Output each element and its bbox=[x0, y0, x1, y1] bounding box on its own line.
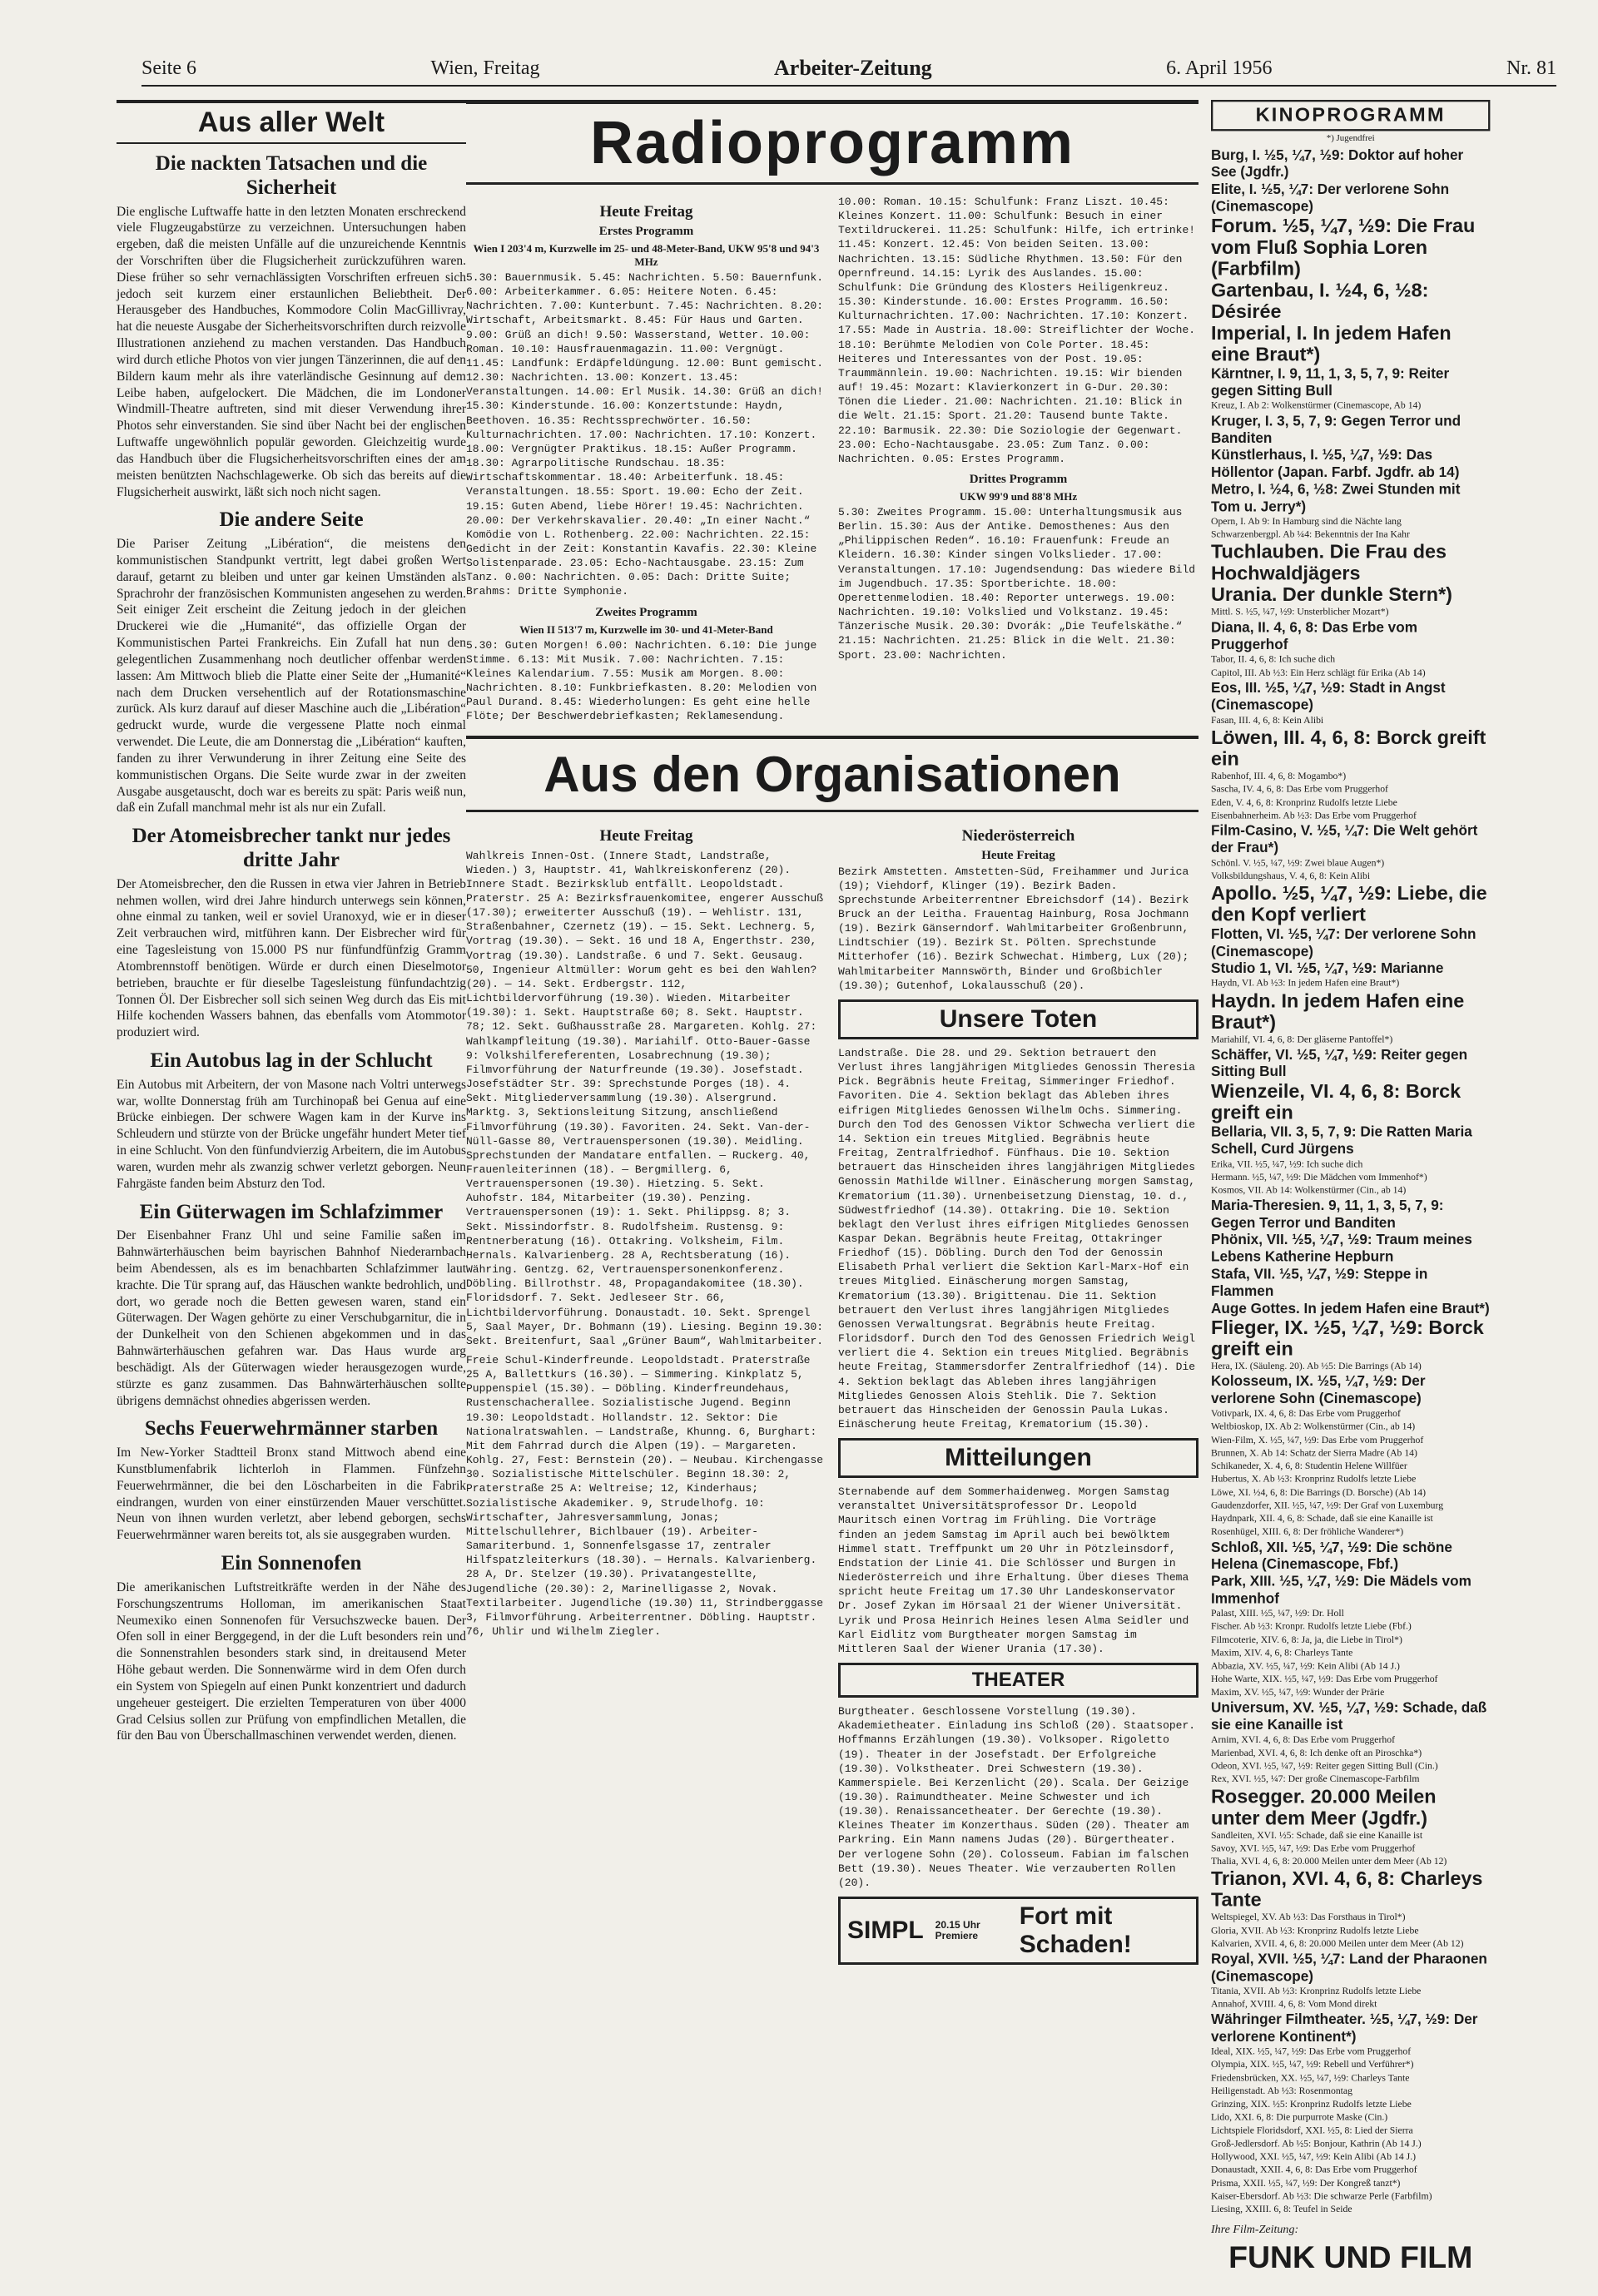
kino-entry: Olympia, XIX. ½5, ¼7, ½9: Rebell und Verführer*) bbox=[1211, 2060, 1414, 2070]
page-number: Seite 6 bbox=[141, 57, 196, 79]
kino-entry: Maxim, XV. ½5, ¼7, ½9: Wunder der Prärie bbox=[1211, 1687, 1385, 1698]
theater-list: Burgtheater. Geschlossene Vorstellung (19.30). Akademietheater. Einladung ins Schloß (20). Staatsoper. Hoffmanns Erzählungen (19.30). Volksoper. Rigoletto (19). Theater in der Josefstadt. Der Erfolgreiche (19.30). Volkstheater. Drei Schwestern (19.30). Kammerspiele. Bei Kerzenlicht (20). Scala. Der Geizige (19.30). Raimundtheater. Meine Schwester und ich (19.30). Renaissancetheater. Der Gerechte (19.30). Kleines Theater im Konzerthaus. Süden (20). Theater am Parkring. Ein Mann namens Judas (20). Bürgertheater. Der verlogene Sohn (20). Colosseum. Fabian im falschen Bett (19.30). Neues Theater. Wie verzauberten Rollen (20). bbox=[838, 1705, 1196, 1889]
kino-entry: Schäffer, VI. ½5, ¼7, ½9: Reiter gegen Sitting Bull bbox=[1211, 1046, 1468, 1080]
kino-entry: Kreuz, I. Ab 2: Wolkenstürmer (Cinemascope, Ab 14) bbox=[1211, 400, 1422, 411]
kino-entry: Kruger, I. 3, 5, 7, 9: Gegen Terror und Banditen bbox=[1211, 412, 1462, 446]
funk-und-film-logo: FUNK UND FILM bbox=[1228, 2240, 1473, 2276]
simpl-name: SIMPL bbox=[847, 1917, 924, 1945]
kino-entry: Haydnpark, XII. 4, 6, 8: Schade, daß sie eine Kanaille ist bbox=[1211, 1513, 1433, 1525]
kino-entry: Lichtspiele Floridsdorf, XXI. ½5, 8: Lied der Sierra bbox=[1211, 2125, 1413, 2136]
kino-entry: Löwen, III. 4, 6, 8: Borck greift ein bbox=[1211, 726, 1486, 770]
kino-entry: Wien-Film, X. ½5, ¼7, ½9: Das Erbe vom Pruggerhof bbox=[1211, 1435, 1424, 1446]
kino-entry: Kosmos, VII. Ab 14: Wolkenstürmer (Cin., ab 14) bbox=[1211, 1185, 1407, 1196]
org-col-2 bbox=[838, 819, 1198, 1966]
issue-number: Nr. 81 bbox=[1506, 57, 1556, 79]
kino-entry: Thalia, XVI. 4, 6, 8: 20.000 Meilen unter dem Meer (Ab 12) bbox=[1211, 1856, 1447, 1867]
kino-entry: Studio 1, VI. ½5, ¼7, ½9: Marianne bbox=[1211, 960, 1444, 977]
kino-entry: Hollywood, XXI. ½5, ¼7, ½9: Kein Alibi (Ab 14 J.) bbox=[1211, 2151, 1417, 2163]
center-column bbox=[466, 100, 1198, 1965]
article-headline: Ein Güterwagen im Schlafzimmer bbox=[139, 1200, 444, 1223]
kino-entry: Hera, IX. (Säuleng. 20). Ab ½5: Die Barrings (Ab 14) bbox=[1211, 1361, 1422, 1372]
kino-entry: Bellaria, VII. 3, 5, 7, 9: Die Ratten Maria Schell, Curd Jürgens bbox=[1211, 1123, 1472, 1157]
program1-schedule-a: 5.30: Bauernmusik. 5.45: Nachrichten. 5.50: Bauernfunk. 6.00: Arbeiterkammer. 6.05: Heitere Noten. 6.45: Nachrichten. 7.00: Kunterbunt. 7.45: Nachrichten. 8.20: Wirtschaft, Arbeitsmarkt. 8.45: Für Haus und Garten. 9.00: Grüß an dich! 9.50: Wasserstand, Wetter. 10.00: Roman. 10.10: Hausfrauenmagazin. 11.00: Vergnügt. 11.45: Landfunk: Erdäpfeldüngung. 12.00: Bunt gemischt. 12.30: Nachrichten. 13.00: Konzert. 13.45: Veranstaltungen. 14.00: Erl Musik. 14.30: Grüß an dich! 15.30: Kinderstunde. 16.00: Konzertstunde: Haydn, Beethoven. 16.35: Rechtssprechwörter. 16.50: Kulturnachrichten. 17.00: Nachrichten. 17.10: Konzert. 18.00: Vergnügter Praktikus. 18.15: Außer Programm. 18.30: Agrarpolitische Rundschau. 18.35: Wirtschaftskommentar. 18.40: Arbeiterfunk. 18.45: Veranstaltungen. 18.55: Sport. 19.00: Echo der Zeit. 19.15: Guten Abend, liebe Hörer! 19.45: Nachrichten. 20.00: Der Verkehrskavalier. 20.40: „In einer Nacht.“ Komödie von L. Rothenberg. 22.00: Nachrichten. 22.15: Gedicht in der Zeit: Konstantin Kavafis. 22.30: Kleine Solistenparade. 23.05: Echo-Nachtausgabe. 23.15: Zum Tanz. 0.00: Nachrichten. 0.05: Dach: Dritte Suite; Brahms: Dritte Symphonie. bbox=[466, 271, 824, 598]
issue-date: 6. April 1956 bbox=[1166, 57, 1273, 79]
kino-entry: Grinzing, XIX. ½5: Kronprinz Rudolfs letzte Liebe bbox=[1211, 2099, 1412, 2110]
radio-col-1 bbox=[466, 195, 826, 724]
org-vienna-youth: Freie Schul-Kinderfreunde. Leopoldstadt. Praterstraße 25 A, Ballettkurs (16.30). — Simmering. Kinkplatz 5, Puppenspiel (15.30). — Döbling. Kinderfreundehaus, Rustenschacherallee. Sozialistische Jugend. Beginn 19.30: Leopoldstadt. Hollandstr. 12. Sektor: Die Nationalratswahlen. — Landstraße, Khunng. 6, Burghart: Mit dem Fahrrad durch die Alpen (19). — Margareten. Kohlg. 27, Fest: Bernstein (20). — Neubau. Kirchengasse 30. Sozialistische Mittelschüler. Beginn 18.30: 2, Praterstraße 25 A: Weltreise; 12, Kinderhaus; Sozialistische Akademiker. 9, Strudelhofg. 10: Wirtschafter, Jahresversammlung, Jonas; Mittelschullehrer, Bichlbauer (19). Arbeiter-Samariterbund. 1, Sonnenfelsgasse 17, zentraler Hilfspatzleiterkurs (18.30). — Hernals. Kalvarienberg. 28 A, Dr. Stelzer (19.30). Privatangestellte, Jugendliche (20.30): 2, Marinelligasse 2, Novak. Textilarbeiter. Jugendliche (19.30) 11, Strindberggasse 3, Filmvorführung. Arbeiterrentner. Döbling. Hauptstr. 76, Uhlir und Wilhelm Ziegler. bbox=[466, 1354, 824, 1638]
program3-schedule: 5.30: Zweites Programm. 15.00: Unterhaltungsmusik aus Berlin. 15.30: Aus der Antike. Demosthenes: Aus den „Philippischen Reden“. 16.10: Frauenfunk: Freude an Kleidern. 16.30: Kinder singen Volkslieder. 17.00: Veranstaltungen. 17.10: Jugendsendung: Das wiedere Bild im Jugendbuch. 17.35: Sportberichte. 18.00: Operettenmelodien. 18.40: Reporter unterwegs. 19.00: Nachrichten. 19.10: Volkslied und Volkstanz. 19.45: Tänzerische Musik. 20.30: Dvorák: „Die Teufelskäthe.“ 21.15: Nachrichten. 21.25: Blick in die Welt. 21.30: Sport. 23.00: Nachrichten. bbox=[838, 505, 1196, 662]
kino-entry: Gaudenzdorfer, XII. ½5, ¼7, ½9: Der Graf von Luxemburg bbox=[1211, 1500, 1444, 1511]
kino-entry: Maxim, XIV. 4, 6, 8: Charleys Tante bbox=[1211, 1648, 1353, 1659]
filmzeitung-label: Ihre Film-Zeitung: bbox=[1211, 2222, 1299, 2236]
kino-entry: Royal, XVII. ½5, ¼7: Land der Pharaonen (Cinemascope) bbox=[1211, 1950, 1487, 1984]
kino-entry: Gartenbau, I. ½4, 6, ½8: Désirée bbox=[1211, 279, 1429, 323]
radio-col-2 bbox=[838, 195, 1198, 724]
noe-title: Niederösterreich bbox=[961, 826, 1075, 845]
kino-entry: Hubertus, X. Ab ½3: Kronprinz Rudolfs letzte Liebe bbox=[1211, 1474, 1417, 1485]
kino-entry: Schwarzenbergpl. Ab ¼4: Bekenntnis der Ina Kahr bbox=[1211, 529, 1410, 540]
kino-entry: Mittl. S. ½5, ¼7, ½9: Unsterblicher Mozart*) bbox=[1211, 607, 1389, 618]
kino-entry: Capitol, III. Ab ½3: Ein Herz schlägt für Erika (Ab 14) bbox=[1211, 667, 1426, 678]
left-column bbox=[117, 100, 466, 1744]
kino-entry: Votivpark, IX. 4, 6, 8: Das Erbe vom Pruggerhof bbox=[1211, 1408, 1401, 1419]
kino-entry: Phönix, VII. ½5, ¼7, ½9: Traum meines Lebens Katherine Hepburn bbox=[1211, 1231, 1472, 1265]
kino-entry: Apollo. ½5, ¼7, ½9: Liebe, die den Kopf verliert bbox=[1211, 882, 1487, 926]
section-aus-aller-welt: Aus aller Welt bbox=[117, 100, 466, 144]
notice-list: Sternabende auf dem Sommerhaidenweg. Morgen Samstag veranstaltet Universitätsprofessor Dr. Leopold Mauritsch einen Vortrag im Frühling. Die Vorträge finden an jedem Samstag im April auch bei bewölktem Himmel statt. Treffpunkt um 20 Uhr in Pötzleinsdorf, Endstation der Linie 41. Die Schlösser und Burgen in Niederösterreich und ihre Erhaltung. Über dieses Thema spricht heute Freitag um 17.30 Uhr Landeskonservator Dr. Josef Zykan im Hörsaal 21 der Wiener Universität. Lyrik und Prosa Heinrich Heines lesen Alma Seidler und Karl Eidlitz vom Burgtheater morgen Samstag im Mittleren Saal der Wiener Urania (17.30). bbox=[838, 1485, 1189, 1655]
city-day: Wien, Freitag bbox=[430, 57, 540, 79]
kino-entry: Urania. Der dunkle Stern*) bbox=[1211, 584, 1452, 606]
kino-entry: Tabor, II. 4, 6, 8: Ich suche dich bbox=[1211, 654, 1336, 665]
kino-entry: Stafa, VII. ½5, ¼7, ½9: Steppe in Flammen bbox=[1211, 1265, 1428, 1299]
org-today: Heute Freitag bbox=[599, 826, 693, 845]
kino-entry: Groß-Jedlersdorf. Ab ½5: Bonjour, Kathrin (Ab 14 J.) bbox=[1211, 2138, 1422, 2150]
kino-entry: Rosenhügel, XIII. 6, 8: Der fröhliche Wanderer*) bbox=[1211, 1526, 1404, 1538]
simpl-ad bbox=[838, 1897, 1198, 1965]
noe-today: Heute Freitag bbox=[981, 848, 1055, 862]
kino-entry: Haydn, VI. Ab ½3: In jedem Hafen eine Braut*) bbox=[1211, 978, 1400, 989]
kino-entry: Burg, I. ½5, ¼7, ½9: Doktor auf hoher See (Jgdfr.) bbox=[1211, 146, 1464, 181]
kino-entry: Diana, II. 4, 6, 8: Das Erbe vom Pruggerhof bbox=[1211, 618, 1417, 652]
dead-title: Unsere Toten bbox=[838, 999, 1198, 1039]
kino-entry: Kalvarien, XVII. 4, 6, 8: 20.000 Meilen unter dem Meer (Ab 12) bbox=[1211, 1938, 1464, 1950]
kino-entry: Eos, III. ½5, ¼7, ½9: Stadt in Angst (Cinemascope) bbox=[1211, 679, 1446, 713]
program3-freq: UKW 99'9 und 88'8 MHz bbox=[959, 489, 1078, 503]
org-col-1 bbox=[466, 819, 826, 1966]
kino-entry: Annahof, XVIII. 4, 6, 8: Vom Mond direkt bbox=[1211, 1999, 1377, 2010]
notice-title: Mitteilungen bbox=[838, 1438, 1198, 1478]
simpl-time: 20.15 Uhr Premiere bbox=[935, 1918, 980, 1942]
kino-entry: Liesing, XXIII. 6, 8: Teufel in Seide bbox=[1211, 2204, 1352, 2215]
kino-entry: Marienbad, XVI. 4, 6, 8: Ich denke oft an Piroschka*) bbox=[1211, 1748, 1422, 1758]
kino-entry: Abbazia, XV. ½5, ¼7, ½9: Kein Alibi (Ab 14 J.) bbox=[1211, 1660, 1400, 1672]
article-list bbox=[117, 152, 466, 1744]
kino-entry: Sascha, IV. 4, 6, 8: Das Erbe vom Pruggerhof bbox=[1211, 784, 1388, 795]
page-header bbox=[141, 52, 1556, 87]
kino-entry: Haydn. In jedem Hafen eine Braut*) bbox=[1211, 989, 1465, 1034]
kino-entry: Tuchlauben. Die Frau des Hochwaldjägers bbox=[1211, 541, 1447, 585]
theater-title: THEATER bbox=[838, 1663, 1198, 1698]
kino-entry: Maria-Theresien. 9, 11, 1, 3, 5, 7, 9: Gegen Terror und Banditen bbox=[1211, 1197, 1444, 1231]
kino-entry: Brunnen, X. Ab 14: Schatz der Sierra Madre (Ab 14) bbox=[1211, 1447, 1417, 1459]
kino-entry: Flotten, VI. ½5, ¼7: Der verlorene Sohn (Cinemascope) bbox=[1211, 925, 1476, 960]
kino-entry: Filmcoterie, XIV. 6, 8: Ja, ja, die Liebe in Tirol*) bbox=[1211, 1634, 1402, 1645]
kino-entry: Kärntner, I. 9, 11, 1, 3, 5, 7, 9: Reiter gegen Sitting Bull bbox=[1211, 364, 1450, 399]
program2-schedule: 5.30: Guten Morgen! 6.00: Nachrichten. 6.10: Die junge Stimme. 6.13: Mit Musik. 7.00: Nachrichten. 7.15: Kleines Kalendarium. 7.55: Musik am Morgen. 8.00: Nachrichten. 8.10: Funkbriefkasten. 8.20: Melodien von Paul Durand. 8.45: Wiederholungen: Es geht eine helle Flöte; Der Beschwerdebriefkasten; Reklamesendung. bbox=[466, 638, 817, 723]
kino-entry: Ideal, XIX. ½5, ¼7, ½9: Das Erbe vom Pruggerhof bbox=[1211, 2046, 1412, 2057]
noe-list: Bezirk Amstetten. Amstetten-Süd, Freihammer und Jurica (19); Viehdorf, Klinger (19). Bezirk Baden. Sprechstunde Arbeiterrentner Ebreichsdorf (14). Bezirk Bruck an der Leitha. Frauentag Hainburg, Rosa Jochmann (19). Bezirk Gänserndorf. Wahlmitarbeiter Großenbrunn, Lindtschier (19). Bezirk St. Pölten. Sprechstunde Mitterhofer (16). Bezirk Schwechat. Himberg, Lux (20); Wahlmitarbeiter Mannswörth, Binder und Großbichler (19.30); Gutenhof, Lokalausschuß (20). bbox=[838, 865, 1189, 992]
kino-entry: Eisenbahnerheim. Ab ½3: Das Erbe vom Pruggerhof bbox=[1211, 810, 1417, 821]
kino-entry: Kaiser-Ebersdorf. Ab ½3: Die schwarze Perle (Farbfilm) bbox=[1211, 2191, 1432, 2202]
kino-entry: Forum. ½5, ¼7, ½9: Die Frau vom Fluß Sophia Loren (Farbfilm) bbox=[1211, 215, 1476, 280]
program1-title: Erstes Programm bbox=[598, 225, 694, 238]
radio-today: Heute Freitag bbox=[599, 203, 693, 221]
kino-entry: Weltbioskop, IX. Ab 2: Wolkenstürmer (Cin., ab 14) bbox=[1211, 1421, 1416, 1432]
org-vienna: Wahlkreis Innen-Ost. (Innere Stadt, Landstraße, Wieden.) 3, Hauptstr. 41, Wahlkreiskonferenz (20). Innere Stadt. Bezirksklub entfällt. Leopoldstadt. Praterstr. 25 A: Bezirksfrauenkomitee, engerer Ausschuß (17.30); erweiterter Ausschuß (19). — Wehlistr. 131, Straßenbahner, Czernetz (19). — 15. Sekt. Lechnerg. 5, Vortrag (19.30). — Sekt. 16 und 18 A, Engerthstr. 230, Vortrag (19.30). Landstraße. 6 und 7. Sekt. Geusaug. 50, Ingenieur Altmüller: Worum geht es bei den Wahlen? (20). — 14. Sekt. Erdbergstr. 112, Lichtbildervorführung (19.30). Wieden. Mitarbeiter (19.30): 1. Sekt. Hauptstraße 60; 8. Sekt. Hauptstr. 78; 12. Sekt. Gußhausstraße 28. Margareten. Kohlg. 27: Wahlkampfleitung (19.30). Mariahilf. Otto-Bauer-Gasse 9: Volkshilfereferenten, Losabrechnung (19.30); Filmvorführung der Naturfreunde (19.30). Josefstadt. Josefstädter Str. 39: Sprechstunde Porges (18). 4. Sekt. Mitgliederversammlung (19.30). Alsergrund. Marktg. 3, Sektionsleitung Sitzung, anschließend Filmvorführung (19.30). Favoriten. 24. Sekt. Van-der-Nüll-Gasse 80, Vertrauenspersonen (19.30). Meidling. Sprechstunden der Mandatare entfallen. — Ruckerg. 40, Frauenleiterinnen (18). — Bergmillerg. 6, Vertrauenspersonen (19.30). Hietzing. 5. Sekt. Auhofstr. 184, Mitarbeiter (19.30). Penzing. Vertrauenspersonen (19): 1. Sekt. Philippsg. 8; 3. Sekt. Missindorfstr. 8. Rudolfsheim. Rustensg. 9: Rentnerberatung (16). Ottakring. Volksheim, Film. Hernals. Kalvarienberg. 28 A, Rechtsberatung (16). Währing. Gentzg. 62, Vertrauenspersonenkonferenz. Döbling. Billrothstr. 48, Propagandakomitee (18.30). Floridsdorf. 7. Sekt. Jedleseer Str. 66, Lichtbildervorführung. Donaustadt. 10. Sekt. Sprengel 5, Saal Mayer, Dr. Bohmann (19). Liesing. Beginn 19.30: Sekt. Breitenfurt, Saal „Grüner Baum“, Wahlmitarbeiter. bbox=[466, 849, 824, 1347]
article-body: Der Eisenbahner Franz Uhl und seine Familie saßen im Bahnwärterhäuschen beim bayrischen Bahnhof Niederarnbach beim Abendessen, als es im benachbarten Schlafzimmer laut krachte. Die Tür sprang auf, das Häuschen wankte bedrohlich, und dort, wo gerade noch die Betten gewesen waren, stand ein Güterwagen. Der Wagen gehörte zu einer Verschubgarnitur, die in der Dunkelheit von den Schienen abgekommen und in das Bahnwärterhäuschen gefahren war. Das Haus wurde arg beschädigt. Als der Güterwagen wieder herausgezogen wurde, stürzte es ganz zusammen. Das Bahnwärterhäuschen sollte übrigens demnächst ohnedies abgerissen werden. bbox=[117, 1228, 466, 1408]
kino-entry: Hermann. ½5, ¼7, ½9: Die Mädchen vom Immenhof*) bbox=[1211, 1172, 1427, 1183]
kino-entry: Mariahilf, VI. 4, 6, 8: Der gläserne Pantoffel*) bbox=[1211, 1034, 1393, 1045]
kino-entry: Imperial, I. In jedem Hafen eine Braut*) bbox=[1211, 322, 1452, 365]
article-body: Ein Autobus mit Arbeitern, der von Masone nach Voltri unterwegs war, wollte Donnerstag früh am Turchinopaß bei Genua auf eine Brücke einbiegen. Der schwere Wagen kam in der Kurve ins Schleudern und stürzte von der Brücke ungefähr hundert Meter tief in eine Schlucht. Von den fünfundvierzig Arbeitern, die im Autobus waren, wurden mehr als zwanzig schwer verletzt geborgen. Neun Fahrgäste fanden beim Absturz den Tod. bbox=[117, 1077, 466, 1191]
kino-entry: Rosegger. 20.000 Meilen unter dem Meer (Jgdfr.) bbox=[1211, 1786, 1437, 1829]
article-headline: Die andere Seite bbox=[219, 508, 364, 532]
kino-title: KINOPROGRAMM bbox=[1211, 100, 1490, 131]
program2-freq: Wien II 513'7 m, Kurzwelle im 30- und 41-Meter-Band bbox=[519, 622, 773, 636]
kino-entry: Volksbildungshaus, V. 4, 6, 8: Kein Alibi bbox=[1211, 870, 1371, 882]
dead-list: Landstraße. Die 28. und 29. Sektion betrauert den Verlust ihres langjährigen Mitgliedes Genossin Theresia Pick. Begräbnis heute Freitag, Simmeringer Friedhof. Favoriten. Die 4. Sektion beklagt das Ableben ihres eifrigen Mitgliedes Genossen Wilhelm Ochs. Simmering. Durch den Tod des Genossen Viktor Schwecha verliert die 14. Sektion ein treues Mitglied. Begräbnis heute Freitag, Zentralfriedhof. Fünfhaus. Die 10. Sektion betrauert das Hinscheiden ihres langjährigen Mitgliedes Genossin Mathilde Willner. Einäscherung morgen Samstag, Krematorium (11.30). Urnenbeisetzung Dienstag, 10. d., Südwestfriedhof (14.30). Ottakring. Die 10. Sektion beklagt den Verlust ihres eifrigen Mitgliedes Genossen Kaspar Dekan. Begräbnis heute Freitag, Ottakringer Friedhof (15). Döbling. Durch den Tod der Genossin Elisabeth Prhal verliert die Sektion Karl-Marx-Hof ein treues Mitglied. Einäscherung morgen Samstag, Krematorium (13.30). Brigittenau. Die 11. Sektion betrauert den Verlust ihres langjährigen Mitgliedes Genossen Verwaltungsrat. Begräbnis heute Freitag. Floridsdorf. Durch den Tod des Genossen Friedrich Weigl verliert die 4. Sektion ein treues Mitglied. Begräbnis heute Freitag, Stammersdorfer Zentralfriedhof (14). Die 4. Sektion beklagt das Ableben ihres langjährigen Mitgliedes Genossen Alois Stehlik. Die 7. Sektion betrauert das Hinscheiden der Genossin Paula Lukas. Einäscherung heute Freitag, Krematorium (15.30). bbox=[838, 1046, 1196, 1431]
kino-entry: Titania, XVII. Ab ½3: Kronprinz Rudolfs letzte Liebe bbox=[1211, 1986, 1422, 1997]
kino-entry: Flieger, IX. ½5, ¼7, ½9: Borck greift ein bbox=[1211, 1317, 1484, 1360]
kino-entry: Film-Casino, V. ½5, ¼7: Die Welt gehört der Frau*) bbox=[1211, 822, 1478, 856]
article-body: Die amerikanischen Luftstreitkräfte werden in der Nähe des Forschungszentrums Holloman, im amerikanischen Staat Neumexiko einen Sonnenofen für Versuchszwecke bauen. Der Ofen soll in einer Berggegend, in der die Luft besonders rein und die Sonnenstrahlen besonders stark sind, in dreitausend Meter Höhe gebaut werden. Die Sonnenwärme wird in dem Ofen durch ein System von Spiegeln auf einen Punkt konzentriert und dadurch ungeheuer gesteigert. Die erzielten Temperaturen von über 4000 Grad Celsius sollen zur Prüfung von empfindlichen Metallen, die für den Bau von Überschallmaschinen verwendet werden, dienen. bbox=[117, 1579, 466, 1743]
kino-entry: Metro, I. ½4, 6, ½8: Zwei Stunden mit Tom u. Jerry*) bbox=[1211, 480, 1461, 515]
kino-entry: Währinger Filmtheater. ½5, ¼7, ½9: Der verlorene Kontinent*) bbox=[1211, 2011, 1478, 2045]
kino-entry: Sandleiten, XVI. ½5: Schade, daß sie eine Kanaille ist bbox=[1211, 1830, 1423, 1841]
kino-entry: Arnim, XVI. 4, 6, 8: Das Erbe vom Pruggerhof bbox=[1211, 1734, 1395, 1746]
kino-entry: Fischer. Ab ½3: Kronpr. Rudolfs letzte Liebe (Fbf.) bbox=[1211, 1621, 1412, 1633]
kino-entry: Eden, V. 4, 6, 8: Kronprinz Rudolfs letzte Liebe bbox=[1211, 797, 1397, 808]
kino-entry: Auge Gottes. In jedem Hafen eine Braut*) bbox=[1211, 1299, 1490, 1317]
article-body: Der Atomeisbrecher, den die Russen in etwa vier Jahren in Betrieb nehmen wollen, wird drei Jahre hindurch unterwegs sein können, ohne einmal zu tanken, weil er soviel Uranoxyd, wie er in dieser Zeit verbrauchen wird, mitführen kann. Der Eisbrecher wird für eine Tagesleistung von 15.000 PS nur fünfundfünfzig Gramm Atombrennstoff benötigen. Würde er durch einen Dieselmotor betrieben, brauchte er für dieselbe Tagesleistung fünfundachtzig Tonnen Öl. Der Eisbrecher soll sich seinen Weg durch das Eis mit Hilfe kochenden Wassers bahnen, das ebenfalls vom Atommotor produziert wird. bbox=[117, 876, 466, 1040]
article-body: Im New-Yorker Stadtteil Bronx stand Mittwoch abend eine Kunstblumenfabrik lichterloh in Flammen. Fünfzehn Feuerwehrmänner, die bei den Löscharbeiten in die Fabrik eindrangen, wurden von einer einstürzenden Mauer verschüttet. Neun von ihnen wurden verletzt, aber lebend geborgen, sechs Feuerwehrmänner waren bereits tot, als sie ausgegraben wurden. bbox=[117, 1446, 466, 1543]
kino-entry: Wienzeile, VI. 4, 6, 8: Borck greift ein bbox=[1211, 1080, 1462, 1123]
kino-entry: Löwe, XI. ½4, 6, 8: Die Barrings (D. Borsche) (Ab 14) bbox=[1211, 1487, 1426, 1498]
kino-entry: Universum, XV. ½5, ¼7, ½9: Schade, daß sie eine Kanaille ist bbox=[1211, 1698, 1487, 1733]
radio-title: Radioprogramm bbox=[466, 100, 1198, 185]
article-headline: Die nackten Tatsachen und die Sicherheit bbox=[155, 152, 428, 199]
kino-entry: Schönl. V. ½5, ¼7, ½9: Zwei blaue Augen*) bbox=[1211, 857, 1385, 869]
article-headline: Ein Sonnenofen bbox=[221, 1552, 362, 1575]
paper-name: Arbeiter-Zeitung bbox=[774, 56, 932, 80]
kino-note: *) Jugendfrei bbox=[1326, 133, 1375, 144]
kino-entry: Prisma, XXII. ½5, ¼7, ½9: Der Kongreß tanzt*) bbox=[1211, 2178, 1401, 2189]
kino-entry: Park, XIII. ½5, ¼7, ½9: Die Mädels vom Immenhof bbox=[1211, 1573, 1471, 1607]
kino-entry: Lido, XXI. 6, 8: Die purpurrote Maske (Cin.) bbox=[1211, 2112, 1388, 2123]
kino-entry: Odeon, XVI. ½5, ¼7, ½9: Reiter gegen Sitting Bull (Cin.) bbox=[1211, 1761, 1438, 1772]
kino-entry: Friedensbrücken, XX. ½5, ¼7, ½9: Charleys Tante bbox=[1211, 2072, 1410, 2084]
article-body: Die Pariser Zeitung „Libération“, die meistens den kommunistischen Standpunkt vertritt, legt dabei großen Wert darauf, getarnt zu bleiben und unter gar keinen Umständen als Sprachrohr der französischen Kommunisten angesehen zu werden. Seit einiger Zeit erscheint die Zeitung jedoch in der gleichen Druckerei wie die „Humanité“, das offizielle Organ der Kommunistischen Partei Frankreichs. Ein Zufall hat nun den gelegentlichen Zusammenhang noch deutlicher offenbar werden lassen: Am Mittwoch blieb die Platte einer Seite der „Humanité“ nach dem Drucken versehentlich auf der Rotationsmaschine zurück. Als kurz darauf auf dieser Maschine auch die „Libération“ gedruckt wurde, wurde die vergessene Platte noch einmal verwendet. Die Leute, die am Donnerstag die „Libération“ kauften, fanden zu ihrer Verwunderung in ihrer Zeitung eine Seite des kommunistischen Organs. Die Seite wurde zwar in der zweiten Ausgabe ausgetauscht, doch war es bereits zu spät: Paris weiß nun, daß ein Zufall manchmal mehr ist als nur ein Zufall. bbox=[117, 537, 466, 816]
kino-entry: Erika, VII. ½5, ¼7, ½9: Ich suche dich bbox=[1211, 1158, 1363, 1170]
kino-entry: Schikaneder, X. 4, 6, 8: Studentin Helene Willfüer bbox=[1211, 1460, 1407, 1472]
kino-entry: Fasan, III. 4, 6, 8: Kein Alibi bbox=[1211, 715, 1324, 726]
right-column bbox=[1211, 100, 1490, 2276]
kino-entry: Rex, XVI. ½5, ¼7: Der große Cinemascope-Farbfilm bbox=[1211, 1773, 1420, 1785]
article-headline: Ein Autobus lag in der Schlucht bbox=[150, 1049, 433, 1073]
program2-title: Zweites Programm bbox=[595, 605, 697, 619]
kino-list bbox=[1211, 146, 1490, 2216]
program1-schedule-b: 10.00: Roman. 10.15: Schulfunk: Franz Liszt. 10.45: Kleines Konzert. 11.00: Schulfunk: Besuch in einer Textildruckerei. 11.25: Schulfunk: Hilfe, ich ertrinke! 11.45: Konzert. 12.45: Von beiden Seiten. 13.00: Nachrichten. 13.15: Südliche Rhythmen. 13.50: Für den Opernfreund. 14.15: Lyrik des Auslandes. 15.00: Schulfunk: Die Gründung des Klosters Heiligenkreuz. 15.30: Kinderstunde. 16.00: Erstes Programm. 16.50: Kulturnachrichten. 17.00: Nachrichten. 17.10: Konzert. 17.55: Made in Austria. 18.00: Streiflichter der Woche. 18.10: Berühmte Melodien von Cole Porter. 18.45: Heiteres und Interessantes von der Post. 19.05: Traummännlein. 19.00: Nachrichten. 19.15: Wir bienden auf! 19.45: Mozart: Klavierkonzert in G-Dur. 20.30: Tönen die Lieder. 21.00: Nachrichten. 21.10: Blick in die Welt. 21.15: Sport. 21.20: Tausend bunte Takte. 22.10: Barmusik. 22.30: Die Soziologie der Gegenwart. 23.00: Echo-Nachtausgabe. 23.05: Zum Tanz. 0.00: Nachrichten. 0.05: Erstes Programm. bbox=[838, 196, 1196, 465]
simpl-show: Fort mit Schaden! bbox=[1019, 1902, 1132, 1959]
article-headline: Sechs Feuerwehrmänner starben bbox=[144, 1417, 439, 1441]
org-title: Aus den Organisationen bbox=[466, 736, 1198, 812]
kino-entry: Schloß, XII. ½5, ¼7, ½9: Die schöne Helena (Cinemascope, Fbf.) bbox=[1211, 1538, 1452, 1572]
kino-entry: Palast, XIII. ½5, ¼7, ½9: Dr. Holl bbox=[1211, 1608, 1344, 1619]
kino-entry: Savoy, XVI. ½5, ¼7, ½9: Das Erbe vom Pruggerhof bbox=[1211, 1842, 1416, 1854]
program3-title: Drittes Programm bbox=[969, 472, 1068, 486]
kino-entry: Rabenhof, III. 4, 6, 8: Mogambo*) bbox=[1211, 771, 1347, 781]
kino-entry: Gloria, XVII. Ab ½3: Kronprinz Rudolfs letzte Liebe bbox=[1211, 1925, 1419, 1936]
article-body: Die englische Luftwaffe hatte in den letzten Monaten erschreckend viele Flugzeugabstürze zu verzeichnen. Untersuchungen haben ergeben, daß die meisten Unfälle auf die unzureichende Kenntnis der Vorschriften über die Flugsicherheit zurückzuführen waren. Diese früher so sehr vernachlässigten Vorschriften erfreuen sich jedoch seit kurzem einer erstaunlichen Beliebtheit. Der Herausgeber des Handbuches, Kommodore Colin MacGillivray, hat die neueste Ausgabe der Sicherheitsvorschriften durch reizvolle Illustrationen anziehend zu machen verstanden. Das Handbuch wird durch etliche Photos von vier jungen Tänzerinnen, die auf den Bildern kaum mehr als ihre vaterländische Gesinnung auf dem Leibe haben, aufgelockert. Die Mädchen, die im Londoner Windmill-Theatre auftreten, sind mit dieser Verwendung ihrer Photos sehr einverstanden. Sie sind über Nacht bei der englischen Luftwaffe ungewöhnlich populär geworden. Gleichzeitig wurde das Handbuch über die Flugsicherheitsvorschriften eines der am meisten benützten Nachschlagewerke. Ob sich das bereits auf die Flugsicherheit auswirkt, läßt sich noch nicht sagen. bbox=[117, 204, 466, 499]
kino-entry: Trianon, XVI. 4, 6, 8: Charleys Tante bbox=[1211, 1868, 1483, 1912]
kino-entry: Weltspiegel, XV. Ab ½3: Das Forsthaus in Tirol*) bbox=[1211, 1912, 1406, 1923]
kino-entry: Elite, I. ½5, ¼7: Der verlorene Sohn (Cinemascope) bbox=[1211, 181, 1450, 215]
kino-entry: Kolosseum, IX. ½5, ¼7, ½9: Der verlorene Sohn (Cinemascope) bbox=[1211, 1372, 1426, 1406]
article-headline: Der Atomeisbrecher tankt nur jedes dritte Jahr bbox=[132, 825, 451, 871]
kino-entry: Donaustadt, XXII. 4, 6, 8: Das Erbe vom Pruggerhof bbox=[1211, 2165, 1417, 2176]
kino-entry: Hohe Warte, XIX. ½5, ¼7, ½9: Das Erbe vom Pruggerhof bbox=[1211, 1674, 1438, 1685]
kino-entry: Opern, I. Ab 9: In Hamburg sind die Nächte lang bbox=[1211, 516, 1402, 528]
kino-entry: Heiligenstadt. Ab ½3: Rosenmontag bbox=[1211, 2085, 1352, 2097]
program1-freq: Wien I 203'4 m, Kurzwelle im 25- und 48-Meter-Band, UKW 95'8 und 94'3 MHz bbox=[473, 242, 820, 268]
kino-entry: Künstlerhaus, I. ½5, ¼7, ½9: Das Höllentor (Japan. Farbf. Jgdfr. ab 14) bbox=[1211, 446, 1460, 480]
